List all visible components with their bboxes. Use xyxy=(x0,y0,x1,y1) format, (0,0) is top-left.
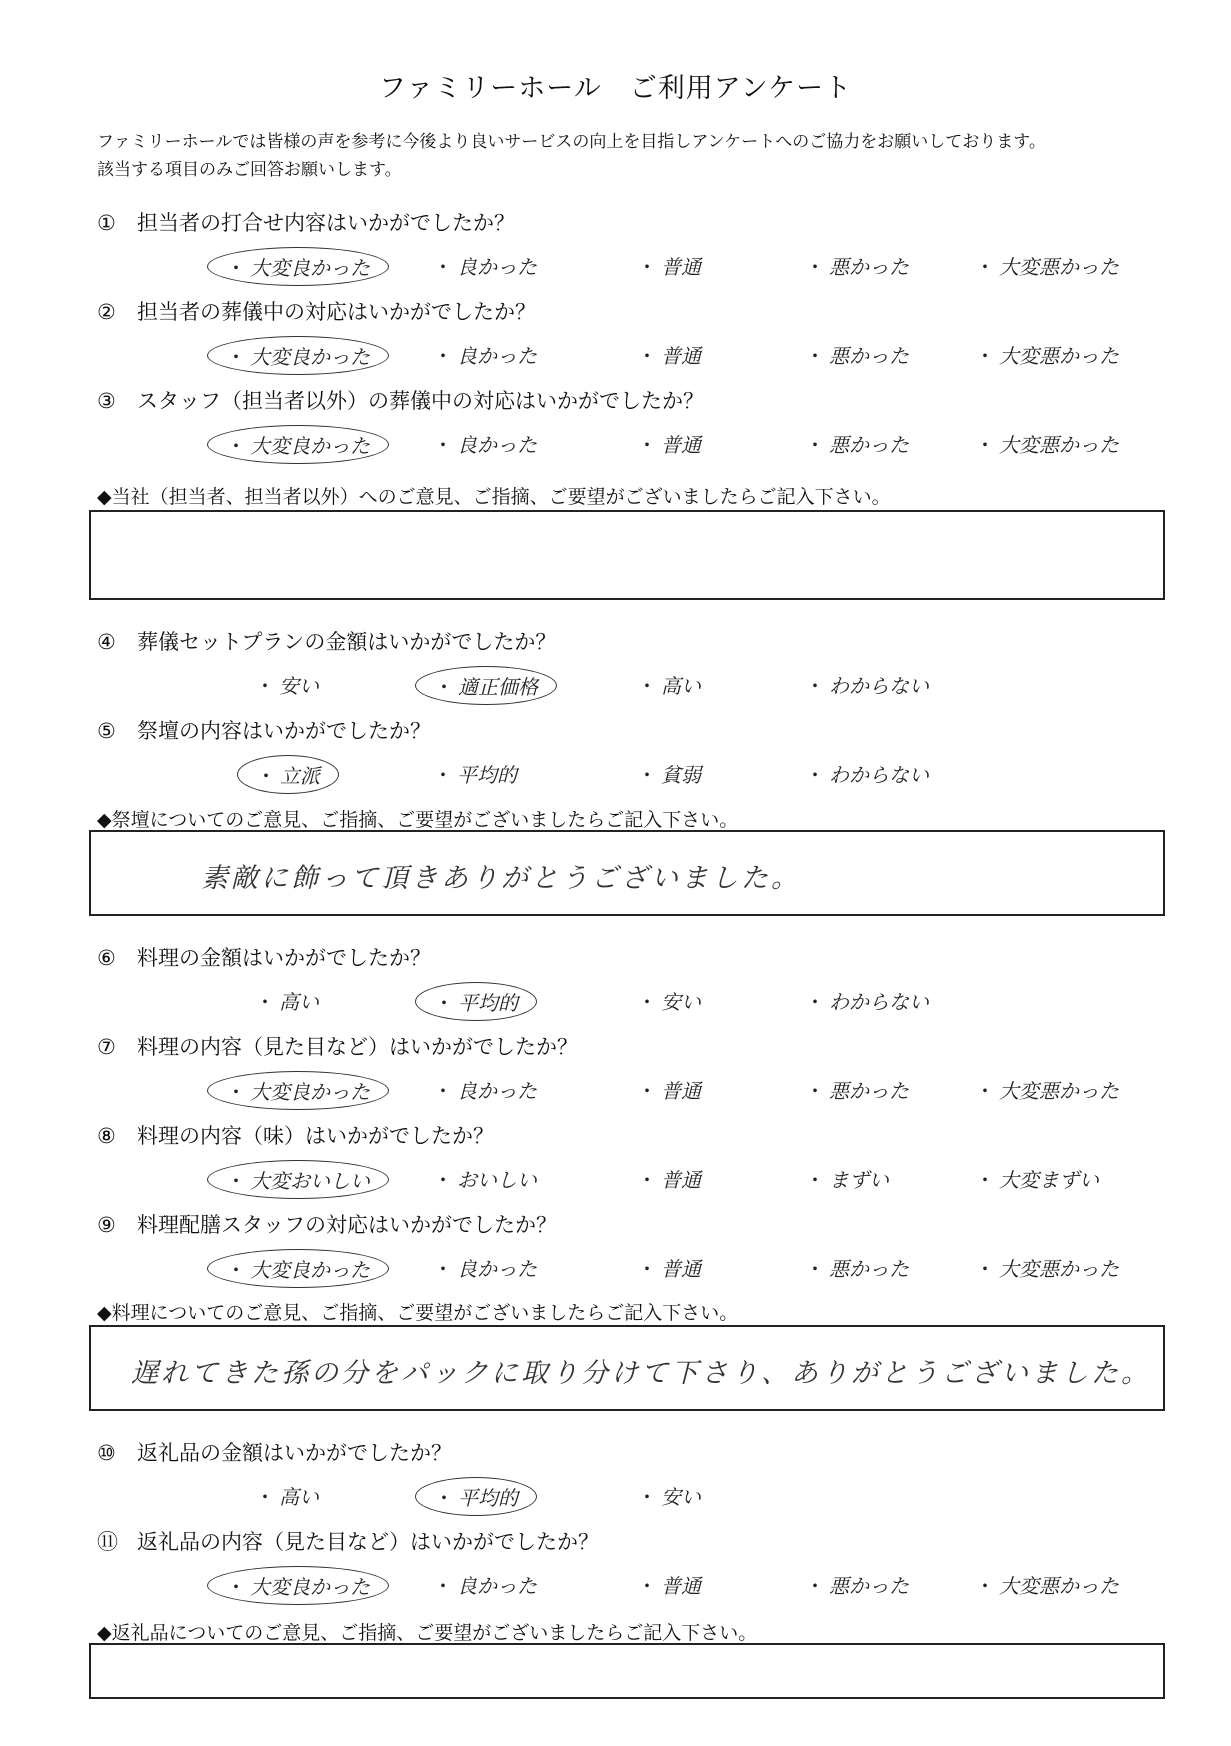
answer-option-label: 普通 xyxy=(661,1079,701,1103)
answer-option[interactable]: ・ 良かった xyxy=(433,1257,537,1281)
answer-option-label: おいしい xyxy=(457,1168,537,1192)
question-text xyxy=(97,296,1157,326)
answer-options xyxy=(97,978,1157,1018)
answer-option[interactable]: ・ 普通 xyxy=(637,344,701,368)
answer-option-label: 大変良かった xyxy=(250,1575,370,1599)
answer-option-label: 大変悪かった xyxy=(999,1574,1119,1598)
answer-option-label: 大変悪かった xyxy=(999,255,1119,279)
answer-option[interactable]: ・ 普通 xyxy=(637,1168,701,1192)
answer-option[interactable]: ・ 良かった xyxy=(433,433,537,457)
question-1 xyxy=(97,207,1157,283)
answer-option-label: 悪かった xyxy=(829,1257,909,1281)
answer-option-label: 悪かった xyxy=(829,433,909,457)
question-number: ③ xyxy=(97,389,116,413)
answer-option-label: 普通 xyxy=(661,344,701,368)
answer-option-label: 普通 xyxy=(661,255,701,279)
answer-option[interactable]: ・ 良かった xyxy=(433,255,537,279)
answer-option-label: 大変悪かった xyxy=(999,1257,1119,1281)
question-4 xyxy=(97,626,1157,702)
answer-option-label: 立派 xyxy=(280,764,320,788)
comment-label-food: ◆料理についてのご意見、ご指摘、ご要望がございましたらご記入下さい。 xyxy=(97,1302,739,1324)
question-2 xyxy=(97,296,1157,372)
comment-label-gift: ◆返礼品についてのご意見、ご指摘、ご要望がございましたらご記入下さい。 xyxy=(97,1622,758,1644)
answer-option[interactable]: ・ 大変悪かった xyxy=(975,1079,1119,1103)
answer-option-label: わからない xyxy=(829,990,929,1014)
comment-label-staff: ◆当社（担当者、担当者以外）へのご意見、ご指摘、ご要望がございましたらご記入下さい。 xyxy=(97,486,891,508)
answer-option-label: 平均的 xyxy=(458,1486,518,1510)
answer-option[interactable]: ・ 大変まずい xyxy=(975,1168,1099,1192)
answer-option[interactable]: ・ 貧弱 xyxy=(637,763,701,787)
question-label: 料理の内容（味）はいかがでしたか？ xyxy=(137,1124,494,1148)
answer-option-label: 適正価格 xyxy=(458,675,538,699)
answer-option[interactable]: ・ 大変悪かった xyxy=(975,255,1119,279)
question-number: ⑪ xyxy=(97,1530,118,1554)
answer-option-label: 大変良かった xyxy=(250,1080,370,1104)
answer-option-label: 安い xyxy=(279,674,319,698)
answer-option[interactable]: ・ 悪かった xyxy=(805,1257,909,1281)
answer-option[interactable]: ・ 悪かった xyxy=(805,1574,909,1598)
question-number: ⑧ xyxy=(97,1124,116,1148)
answer-option[interactable]: ・ 良かった xyxy=(433,1574,537,1598)
answer-option-label: 貧弱 xyxy=(661,763,701,787)
question-label: 料理の金額はいかがでしたか？ xyxy=(137,946,431,970)
question-text xyxy=(97,1209,1157,1239)
intro-line: ファミリーホールでは皆様の声を参考に今後より良いサービスの向上を目指しアンケートへのご協力をお願いしております。 xyxy=(97,132,1046,152)
answer-option-label: 大変悪かった xyxy=(999,344,1119,368)
answer-option[interactable]: ・ 大変悪かった xyxy=(975,433,1119,457)
answer-option-label: まずい xyxy=(829,1168,889,1192)
answer-option-label: 普通 xyxy=(661,1168,701,1192)
answer-option-label: 悪かった xyxy=(829,344,909,368)
answer-option[interactable]: ・ 大変悪かった xyxy=(975,344,1119,368)
answer-option-selected[interactable]: ・ 大変良かった xyxy=(207,1071,389,1110)
comment-box-gift[interactable] xyxy=(89,1643,1165,1699)
answer-option-selected[interactable]: ・ 大変良かった xyxy=(207,247,389,286)
answer-option-label: 大変良かった xyxy=(250,345,370,369)
question-text xyxy=(97,385,1157,415)
answer-option-label: 普通 xyxy=(661,1257,701,1281)
question-label: 料理配膳スタッフの対応はいかがでしたか？ xyxy=(137,1213,557,1237)
question-label: 料理の内容（見た目など）はいかがでしたか？ xyxy=(137,1035,578,1059)
answer-option-selected[interactable]: ・ 大変おいしい xyxy=(207,1160,389,1199)
answer-option-label: 高い xyxy=(279,990,319,1014)
answer-option[interactable]: ・ 大変悪かった xyxy=(975,1257,1119,1281)
comment-box-staff[interactable] xyxy=(89,510,1165,600)
answer-option[interactable]: ・ 普通 xyxy=(637,255,701,279)
answer-option-label: 悪かった xyxy=(829,255,909,279)
question-number: ⑦ xyxy=(97,1035,116,1059)
answer-option[interactable]: ・ 普通 xyxy=(637,433,701,457)
answer-option[interactable]: ・ 悪かった xyxy=(805,433,909,457)
answer-option-label: 悪かった xyxy=(829,1574,909,1598)
question-number: ④ xyxy=(97,630,116,654)
answer-option-selected[interactable]: ・ 平均的 xyxy=(415,982,537,1021)
answer-option-label: 大変良かった xyxy=(250,434,370,458)
question-11 xyxy=(97,1526,1157,1602)
answer-option-label: 普通 xyxy=(661,1574,701,1598)
answer-options xyxy=(97,751,1157,791)
answer-option[interactable]: ・ 悪かった xyxy=(805,344,909,368)
answer-option[interactable]: ・ わからない xyxy=(805,763,929,787)
answer-option-label: 平均的 xyxy=(457,763,517,787)
answer-option-label: 大変おいしい xyxy=(250,1169,370,1193)
answer-option[interactable]: ・ 普通 xyxy=(637,1079,701,1103)
question-text xyxy=(97,942,1157,972)
question-9 xyxy=(97,1209,1157,1285)
answer-option-selected[interactable]: ・ 適正価格 xyxy=(415,666,557,705)
answer-option[interactable]: ・ 高い xyxy=(637,674,701,698)
answer-option-selected[interactable]: ・ 大変良かった xyxy=(207,1249,389,1288)
answer-option-label: 平均的 xyxy=(458,991,518,1015)
question-text xyxy=(97,1437,1157,1467)
answer-option[interactable]: ・ 高い xyxy=(255,990,319,1014)
question-number: ② xyxy=(97,300,116,324)
question-text xyxy=(97,1526,1157,1556)
answer-option-label: 良かった xyxy=(457,1257,537,1281)
answer-options xyxy=(97,1067,1157,1107)
answer-option-label: 大変悪かった xyxy=(999,1079,1119,1103)
intro-line: 該当する項目のみご回答お願いします。 xyxy=(97,160,402,180)
answer-option-label: 高い xyxy=(279,1485,319,1509)
answer-options xyxy=(97,1156,1157,1196)
answer-option[interactable]: ・ 大変悪かった xyxy=(975,1574,1119,1598)
answer-option-label: 大変まずい xyxy=(999,1168,1099,1192)
answer-option-label: 良かった xyxy=(457,255,537,279)
answer-option[interactable]: ・ 普通 xyxy=(637,1257,701,1281)
answer-option-label: 安い xyxy=(661,990,701,1014)
question-number: ① xyxy=(97,211,116,235)
answer-option[interactable]: ・ 悪かった xyxy=(805,1079,909,1103)
answer-option-label: 安い xyxy=(661,1485,701,1509)
answer-option[interactable]: ・ わからない xyxy=(805,674,929,698)
question-3 xyxy=(97,385,1157,461)
handwritten-comment: 素敵に飾って頂きありがとうございました。 xyxy=(201,863,801,894)
question-label: 葬儀セットプランの金額はいかがでしたか？ xyxy=(137,630,557,654)
question-text xyxy=(97,1031,1157,1061)
comment-label-altar: ◆祭壇についてのご意見、ご指摘、ご要望がございましたらご記入下さい。 xyxy=(97,809,739,831)
answer-option[interactable]: ・ 悪かった xyxy=(805,255,909,279)
question-number: ⑤ xyxy=(97,719,116,743)
question-label: 返礼品の内容（見た目など）はいかがでしたか？ xyxy=(137,1530,599,1554)
answer-option-selected[interactable]: ・ 立派 xyxy=(237,755,339,794)
question-label: スタッフ（担当者以外）の葬儀中の対応はいかがでしたか？ xyxy=(137,389,704,413)
question-label: 祭壇の内容はいかがでしたか？ xyxy=(137,719,431,743)
question-8 xyxy=(97,1120,1157,1196)
answer-option-label: 良かった xyxy=(457,1574,537,1598)
answer-option[interactable]: ・ 良かった xyxy=(433,344,537,368)
answer-option-label: 良かった xyxy=(457,344,537,368)
answer-option[interactable]: ・ 安い xyxy=(637,1485,701,1509)
answer-option[interactable]: ・ おいしい xyxy=(433,1168,537,1192)
answer-option-label: 大変悪かった xyxy=(999,433,1119,457)
answer-option-label: 良かった xyxy=(457,433,537,457)
answer-options xyxy=(97,1245,1157,1285)
answer-options xyxy=(97,332,1157,372)
answer-option-label: 高い xyxy=(661,674,701,698)
answer-option-selected[interactable]: ・ 大変良かった xyxy=(207,425,389,464)
answer-options xyxy=(97,1562,1157,1602)
answer-options xyxy=(97,1473,1157,1513)
answer-option-selected[interactable]: ・ 大変良かった xyxy=(207,336,389,375)
answer-options xyxy=(97,421,1157,461)
intro-text xyxy=(97,128,1046,184)
question-5 xyxy=(97,715,1157,791)
comment-box-food[interactable] xyxy=(89,1325,1165,1411)
answer-option-selected[interactable]: ・ 平均的 xyxy=(415,1477,537,1516)
question-label: 担当者の葬儀中の対応はいかがでしたか？ xyxy=(137,300,536,324)
question-6 xyxy=(97,942,1157,1018)
question-text xyxy=(97,1120,1157,1150)
answer-options xyxy=(97,243,1157,283)
question-label: 返礼品の金額はいかがでしたか？ xyxy=(137,1441,452,1465)
answer-option-label: 大変良かった xyxy=(250,1258,370,1282)
handwritten-comment: 遅れてきた孫の分をパックに取り分けて下さり、ありがとうございました。 xyxy=(131,1358,1151,1389)
answer-option[interactable]: ・ まずい xyxy=(805,1168,889,1192)
answer-option[interactable]: ・ 安い xyxy=(255,674,319,698)
answer-option[interactable]: ・ 安い xyxy=(637,990,701,1014)
question-number: ⑥ xyxy=(97,946,116,970)
answer-option[interactable]: ・ 普通 xyxy=(637,1574,701,1598)
answer-option-label: 良かった xyxy=(457,1079,537,1103)
answer-option-label: 普通 xyxy=(661,433,701,457)
answer-option-label: 大変良かった xyxy=(250,256,370,280)
question-text xyxy=(97,207,1157,237)
answer-option[interactable]: ・ 高い xyxy=(255,1485,319,1509)
question-7 xyxy=(97,1031,1157,1107)
question-number: ⑩ xyxy=(97,1441,116,1465)
answer-option-label: わからない xyxy=(829,674,929,698)
answer-option-label: わからない xyxy=(829,763,929,787)
question-label: 担当者の打合せ内容はいかがでしたか？ xyxy=(137,211,515,235)
answer-option-selected[interactable]: ・ 大変良かった xyxy=(207,1566,389,1605)
question-text xyxy=(97,626,1157,656)
question-10 xyxy=(97,1437,1157,1513)
answer-option[interactable]: ・ わからない xyxy=(805,990,929,1014)
answer-option[interactable]: ・ 良かった xyxy=(433,1079,537,1103)
answer-options xyxy=(97,662,1157,702)
question-text xyxy=(97,715,1157,745)
question-number: ⑨ xyxy=(97,1213,116,1237)
answer-option[interactable]: ・ 平均的 xyxy=(433,763,517,787)
page-title: ファミリーホール ご利用アンケート xyxy=(378,73,853,104)
comment-box-altar[interactable] xyxy=(89,830,1165,916)
answer-option-label: 悪かった xyxy=(829,1079,909,1103)
